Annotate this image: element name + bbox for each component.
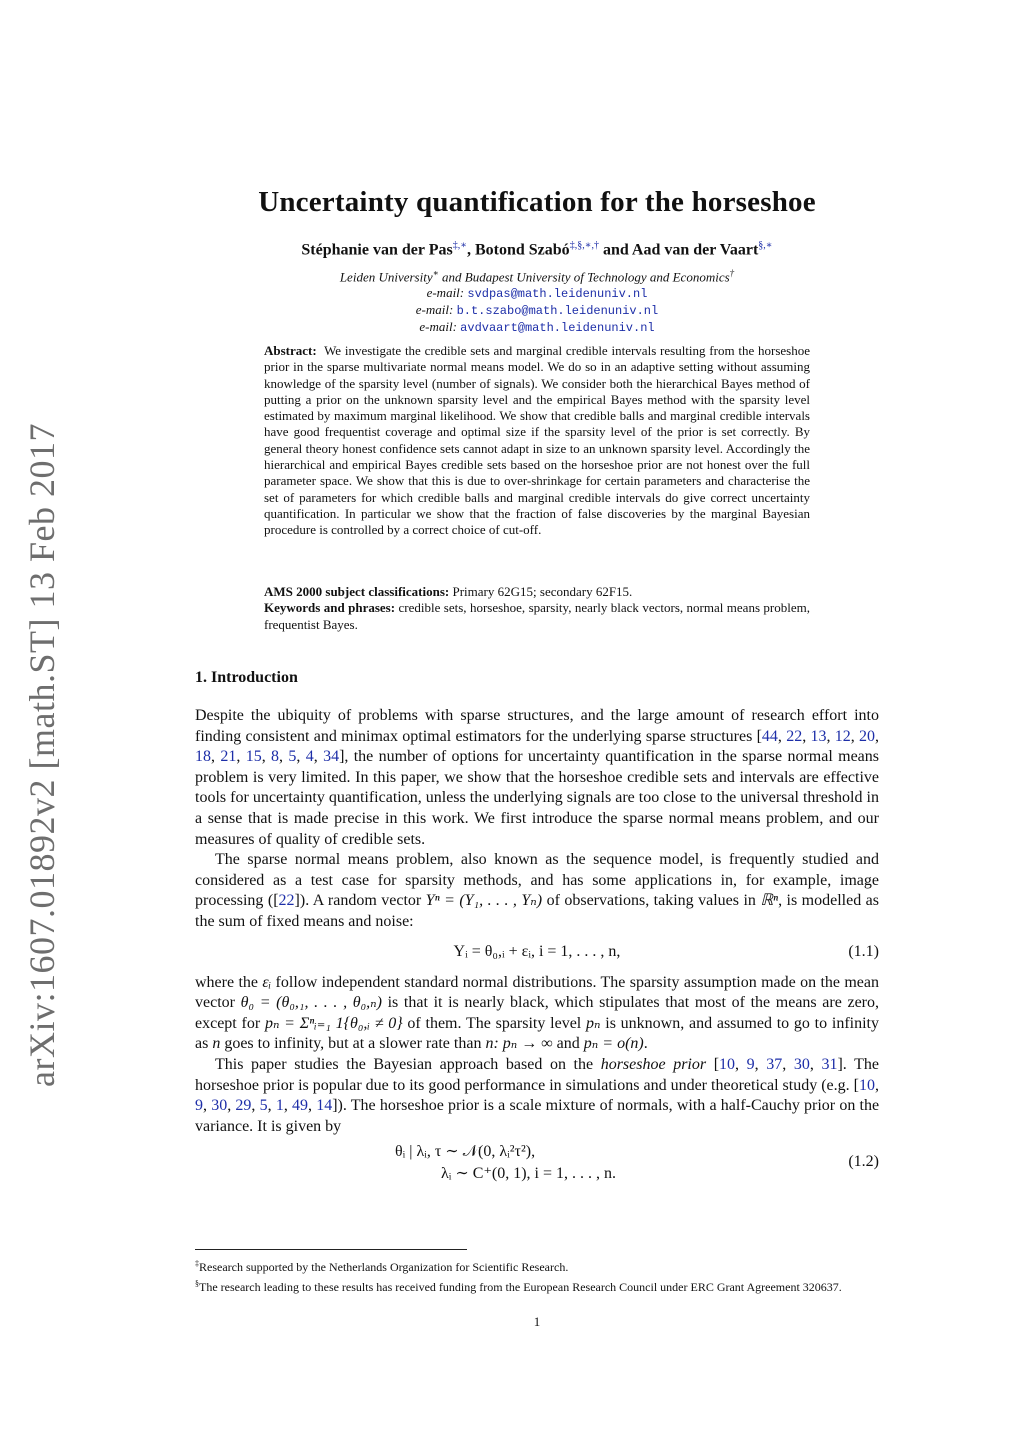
citation-link[interactable]: 4 [305, 748, 314, 766]
text-run: of observations, taking values in [542, 892, 761, 910]
keywords-label: Keywords and phrases: [264, 600, 396, 616]
citation-separator: , [308, 1097, 317, 1115]
citation-separator: , [279, 748, 289, 766]
citation-link[interactable]: 34 [323, 748, 340, 766]
equation-line: θᵢ | λᵢ, τ ∼ 𝒩(0, λᵢ²τ²), [395, 1143, 536, 1161]
abstract-text: We investigate the credible sets and marginal credible intervals resulting from the horseshoe prior in the sparse multivariate normal means model. We do so in an adaptive setting without assuming knowledge of the sparsity level (number of signals). We consider both the hierarchical Bayes method of putting a prior on the unknown sparsity level and the empirical Bayes method with the sparsity level estimated by maximum marginal likelihood. We show that credible balls and marginal credible intervals have good frequentist coverage and optimal size if the sparsity level of the prior is set correctly. By general theory honest confidence sets cannot adapt in size to an unknown sparsity level. Accordingly the hierarchical and empirical Bayes credible sets based on the horseshoe prior are not honest over the full parameter space. We show that this is due to over-shrinkage for certain parameters and characterise the set of parameters for which credible balls and marginal credible intervals do give correct uncertainty quantification. In particular we show that the fraction of false discoveries by the marginal Bayesian procedure is controlled by a correct choice of cut-off. [264, 343, 811, 538]
citation-link[interactable]: 29 [235, 1097, 252, 1115]
math-inline: ℝⁿ [760, 892, 779, 910]
footnote [195, 1276, 879, 1296]
citation-separator: , [826, 727, 835, 745]
citation-link[interactable]: 10 [719, 1055, 736, 1073]
citation-separator: , [283, 1097, 293, 1115]
equation-expression: Yᵢ = θ₀,ᵢ + εᵢ, i = 1, . . . , n, [453, 942, 621, 960]
author-list [195, 240, 879, 259]
affiliation-university: and Budapest University of Technology and Economics [438, 269, 730, 285]
equation-number: (1.1) [848, 942, 879, 960]
citation-link[interactable]: 12 [834, 727, 851, 745]
citation-separator: , [777, 727, 787, 745]
citation-link[interactable]: 22 [278, 892, 295, 910]
author-separator: , [466, 241, 475, 259]
text-run: ]. The horseshoe prior is popular due to its good performance in simulations and under theoretical study (e.g. [ [195, 1055, 879, 1094]
keywords [264, 600, 810, 633]
equation-1-1 [195, 936, 879, 968]
email-line [195, 302, 879, 319]
text-run: This paper studies the Bayesian approach based on the [215, 1055, 601, 1073]
citation-separator: , [251, 1097, 260, 1115]
equation-number: (1.2) [848, 1153, 879, 1171]
citation-separator: , [802, 727, 811, 745]
affiliation-mark: ∗ [432, 268, 439, 278]
citation-separator: , [782, 1055, 794, 1073]
paragraph-4 [195, 1055, 879, 1137]
text-run: ], the number of options for uncertainty quantification in the sparse normal means problem is very limited. In this paper, we show that the horseshoe credible sets and intervals are effective tools for uncertainty quantification, unless the underlying signals are too close to the universal threshold in a sense that is made precise in this work. We first introduce the sparse normal means problem, and our measures of quality of credible sets. [195, 748, 880, 848]
citation-link[interactable]: 15 [245, 748, 262, 766]
email-line [195, 319, 879, 336]
text-run: ]). A random vector [294, 892, 426, 910]
citation-link[interactable]: 18 [195, 748, 211, 766]
citation-link[interactable]: 8 [271, 748, 280, 766]
paragraph-1 [195, 706, 879, 850]
author-marks[interactable]: ‡,∗ [452, 240, 467, 251]
citation-link[interactable]: 13 [810, 727, 827, 745]
math-inline: εᵢ [262, 973, 272, 991]
abstract-label: Abstract: [264, 343, 317, 358]
citation-separator: , [261, 748, 272, 766]
citation-link[interactable]: 9 [195, 1097, 203, 1115]
equation-line: λᵢ ∼ C⁺(0, 1), i = 1, . . . , n. [441, 1165, 617, 1183]
citation-separator: , [227, 1097, 236, 1115]
footnote-text: Research supported by the Netherlands Organization for Scientific Research. [199, 1260, 569, 1274]
citation-separator: , [211, 748, 221, 766]
citation-link[interactable]: 44 [761, 727, 778, 745]
citation-separator: , [754, 1055, 767, 1073]
citation-separator: , [267, 1097, 276, 1115]
affiliation [195, 268, 879, 285]
author-separator: and [598, 241, 632, 259]
arxiv-stamp-text: arXiv:1607.01892v2 [math.ST] 13 Feb 2017 [22, 423, 63, 1087]
citation-separator: , [203, 1097, 212, 1115]
citation-separator: , [313, 748, 324, 766]
author-name: Aad van der Vaart [631, 241, 759, 259]
text-run: The sparse normal means problem, also known as the sequence model, is frequently studied and considered as a test case for sparsity methods, and has some applications in, for example, image processing ([ [195, 851, 879, 910]
affiliation-mark: † [729, 268, 735, 278]
citation-link[interactable]: 5 [259, 1097, 268, 1115]
text-run: and [552, 1035, 584, 1053]
abstract [264, 343, 810, 539]
paragraph-2 [195, 850, 879, 932]
math-inline: pₙ = Σⁿᵢ₌₁ 1{θ₀,ᵢ ≠ 0} [264, 1014, 403, 1032]
author-name: Stéphanie van der Pas [301, 241, 453, 259]
author-marks[interactable]: ‡,§,∗,† [569, 240, 599, 251]
citation-link[interactable]: 10 [859, 1076, 875, 1094]
text-run: . [643, 1035, 648, 1053]
page-number: 1 [533, 1314, 541, 1329]
body-text [195, 706, 879, 1192]
ams-text: Primary 62G15; secondary 62F15. [452, 584, 633, 599]
citation-separator: , [850, 727, 860, 745]
text-run: Despite the ubiquity of problems with sparse structures, and the large amount of research effort into finding consistent and minimax optimal estimators for the underlying sparse structures [ [195, 707, 879, 745]
author-marks[interactable]: §,∗ [758, 240, 773, 251]
citation-separator: , [296, 748, 306, 766]
math-inline: Yⁿ = (Y₁, . . . , Yₙ) [425, 892, 543, 910]
paragraph-3 [195, 973, 879, 1055]
math-inline: n: pₙ → ∞ [485, 1035, 553, 1053]
email-link[interactable]: avdvaart@math.leidenuniv.nl [460, 321, 655, 335]
email-block [195, 285, 879, 336]
footnote-mark: ‡ [195, 1259, 199, 1268]
text-run: goes to infinity, but at a slower rate than [220, 1035, 486, 1053]
citation-link[interactable]: 1 [275, 1097, 284, 1115]
citation-link[interactable]: 31 [821, 1055, 838, 1073]
citation-link[interactable]: 14 [316, 1097, 333, 1115]
ams-classification [264, 584, 810, 600]
footnote-rule [195, 1249, 467, 1250]
citation-link[interactable]: 30 [211, 1097, 228, 1115]
text-run: ]). The horseshoe prior is a scale mixture of normals, with a half-Cauchy prior on the variance. It is given by [195, 1097, 880, 1135]
text-run: is that it is nearly black, which stipulates that most of the means are zero, except for [195, 994, 880, 1032]
citation-list [719, 1056, 837, 1073]
math-inline: pₙ = o(n) [583, 1035, 644, 1053]
citation-link[interactable]: 20 [859, 727, 876, 745]
email-label: e-mail: [419, 319, 457, 334]
math-inline: θ₀ = (θ₀,₁, . . . , θ₀,ₙ) [240, 994, 382, 1012]
paper-title: Uncertainty quantification for the horseshoe [258, 186, 816, 218]
citation-link[interactable]: 9 [746, 1055, 755, 1073]
author-name: Botond Szabó [474, 241, 570, 259]
text-run: is unknown, and assumed to go to infinity as [195, 1014, 880, 1053]
footnote-mark: § [195, 1278, 199, 1288]
email-line [195, 285, 879, 302]
emphasis: horseshoe prior [600, 1055, 707, 1073]
text-run: follow independent standard normal distributions. The sparsity assumption made on the mean vector [195, 973, 879, 1012]
text-run: , is modelled as the sum of fixed means and noise: [195, 892, 880, 930]
classification-block [264, 584, 810, 633]
arxiv-stamp [20, 423, 64, 1087]
ams-label: AMS 2000 subject classifications: [264, 584, 450, 599]
section-heading: 1. Introduction [195, 669, 298, 686]
equation-1-2 [195, 1142, 879, 1192]
citation-separator: , [875, 727, 880, 745]
citation-separator: , [875, 1076, 879, 1094]
email-label: e-mail: [415, 302, 454, 317]
email-label: e-mail: [426, 285, 465, 300]
text-run: of them. The sparsity level [402, 1014, 586, 1032]
footnote [195, 1256, 879, 1276]
citation-link[interactable]: 21 [220, 748, 237, 766]
affiliation-university: Leiden University [339, 269, 433, 285]
citation-separator: , [735, 1055, 747, 1073]
citation-link[interactable]: 22 [786, 727, 803, 745]
footnote-text: The research leading to these results has received funding from the European Research Council under ERC Grant Agreement 320637. [199, 1279, 842, 1294]
text-run: [ [706, 1055, 720, 1073]
citation-link[interactable]: 5 [288, 748, 297, 766]
citation-separator: , [809, 1055, 822, 1073]
math-inline: n [212, 1035, 221, 1053]
text-run: where the [195, 973, 263, 991]
citation-link[interactable]: 30 [793, 1055, 810, 1073]
citation-separator: , [236, 748, 246, 766]
citation-link[interactable]: 37 [766, 1055, 783, 1073]
email-link[interactable]: b.t.szabo@math.leidenuniv.nl [456, 304, 659, 318]
citation-link[interactable]: 49 [292, 1097, 309, 1115]
keywords-text: credible sets, horseshoe, sparsity, nearly black vectors, normal means problem, frequentist Bayes. [264, 600, 810, 632]
footnotes [195, 1256, 879, 1295]
math-inline: pₙ [586, 1014, 601, 1032]
email-link[interactable]: svdpas@math.leidenuniv.nl [467, 287, 648, 301]
